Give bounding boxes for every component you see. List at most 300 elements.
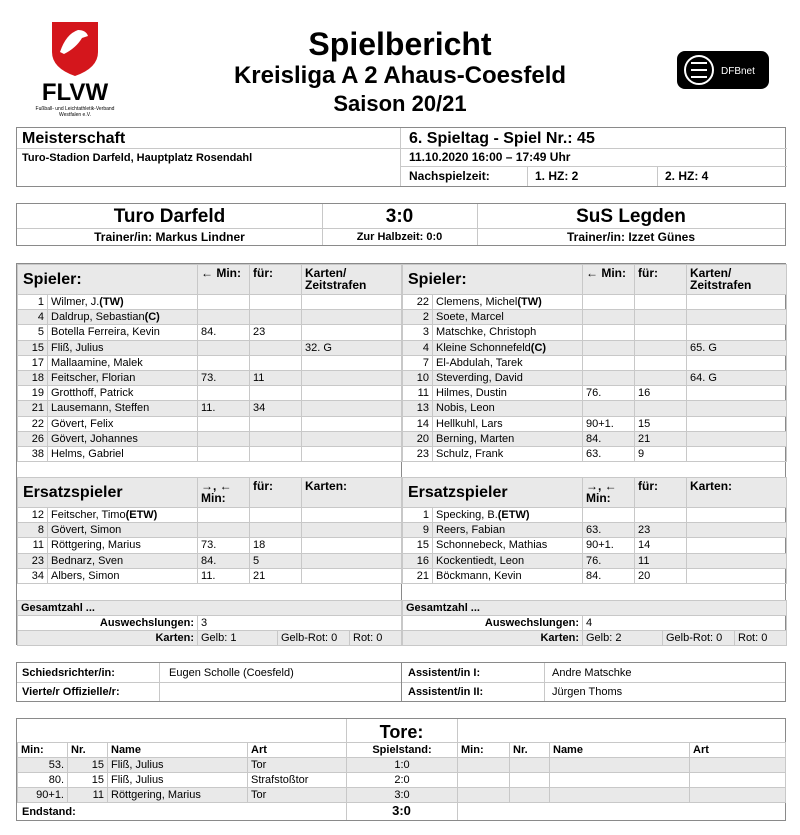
player-number: 16 <box>403 553 433 568</box>
away-subs-count: 4 <box>583 616 787 631</box>
home-subs-count: 3 <box>198 616 402 631</box>
away-subs-table <box>402 477 787 584</box>
sub-minute <box>198 386 250 401</box>
report-title: Spielbericht <box>308 26 492 62</box>
sub-for <box>635 355 687 370</box>
player-role-tag: (C) <box>144 311 160 324</box>
home-goals-table <box>17 742 458 803</box>
player-name <box>433 538 583 553</box>
player-name <box>48 523 198 538</box>
away-players-heading: Spieler: <box>403 265 583 295</box>
card-info <box>687 508 787 523</box>
card-info <box>687 523 787 538</box>
player-number: 10 <box>403 370 433 385</box>
flvw-subtitle: Fußball- und Leichtathletik-Verband Westfalen e.V. <box>35 106 115 118</box>
player-name-text: Specking, B. <box>436 509 498 522</box>
player-name <box>433 568 583 583</box>
final-score: 3:0 <box>385 206 414 227</box>
player-row <box>18 431 402 446</box>
sub-for <box>635 401 687 416</box>
player-name-text: Grotthoff, Patrick <box>51 387 134 400</box>
sub-for: 21 <box>635 431 687 446</box>
sub-minute <box>198 416 250 431</box>
home-cards-header: Karten/ Zeitstrafen <box>302 265 402 295</box>
empty-cell <box>690 788 786 803</box>
player-name-text: Bednarz, Sven <box>51 554 124 567</box>
player-name <box>48 416 198 431</box>
final-score-value: 3:0 <box>392 803 411 818</box>
player-name <box>48 553 198 568</box>
goal-number: 15 <box>68 758 108 773</box>
player-name <box>48 508 198 523</box>
card-info <box>687 416 787 431</box>
home-subs-count-label: Auswechslungen: <box>18 616 198 631</box>
away-goal-row <box>458 788 786 803</box>
player-row <box>18 446 402 461</box>
referee-name: Eugen Scholle (Coesfeld) <box>169 667 294 679</box>
player-number: 1 <box>403 508 433 523</box>
goal-type: Tor <box>248 758 347 773</box>
empty-cell <box>690 758 786 773</box>
home-team: Turo Darfeld <box>113 206 226 227</box>
card-info <box>302 446 402 461</box>
officials-box <box>16 662 786 702</box>
card-info <box>302 310 402 325</box>
sub-minute <box>583 370 635 385</box>
empty-cell <box>510 758 550 773</box>
player-number: 8 <box>18 523 48 538</box>
goal-row <box>18 788 458 803</box>
halftime-score: Zur Halbzeit: 0:0 <box>356 231 443 243</box>
card-info <box>687 553 787 568</box>
away-totals-table <box>402 600 787 646</box>
sub-for: 11 <box>250 370 302 385</box>
player-number: 34 <box>18 568 48 583</box>
sub-minute: 76. <box>583 553 635 568</box>
player-number: 7 <box>403 355 433 370</box>
dfbnet-logo <box>677 51 769 89</box>
sub-for <box>635 295 687 310</box>
player-row <box>18 386 402 401</box>
sub-minute <box>583 325 635 340</box>
sub-for <box>250 431 302 446</box>
goal-score-header: Spielstand: <box>347 743 458 758</box>
card-info: 65. G <box>687 340 787 355</box>
home-players-heading: Spieler: <box>18 265 198 295</box>
home-for-header: für: <box>250 265 302 295</box>
player-name <box>433 325 583 340</box>
player-name-text: Matschke, Christoph <box>436 326 537 339</box>
card-info <box>687 386 787 401</box>
sub-for: 21 <box>250 568 302 583</box>
player-row <box>403 431 787 446</box>
card-info: 32. G <box>302 340 402 355</box>
home-cards-header: Karten: <box>302 478 402 508</box>
fourth-official-label: Vierte/r Offizielle/r: <box>22 686 120 698</box>
goal-scorer: Fliß, Julius <box>108 758 248 773</box>
sub-for: 15 <box>635 416 687 431</box>
player-row <box>403 538 787 553</box>
card-info: 64. G <box>687 370 787 385</box>
player-name-text: Schonnebeck, Mathias <box>436 539 548 552</box>
player-row <box>18 310 402 325</box>
sub-minute <box>198 310 250 325</box>
sub-for <box>250 523 302 538</box>
sub-minute <box>583 355 635 370</box>
card-info <box>687 538 787 553</box>
player-name-text: Gövert, Simon <box>51 524 122 537</box>
player-number: 9 <box>403 523 433 538</box>
sub-for <box>250 295 302 310</box>
home-yellow-count: Gelb: 1 <box>198 631 278 646</box>
empty-cell <box>550 788 690 803</box>
sub-minute: 11. <box>198 568 250 583</box>
player-name <box>48 370 198 385</box>
match-datetime: 11.10.2020 16:00 – 17:49 Uhr <box>409 150 571 164</box>
home-subs-heading: Ersatzspieler <box>18 478 198 508</box>
empty-cell <box>458 758 510 773</box>
home-coach: Trainer/in: Markus Lindner <box>94 230 245 244</box>
player-number: 11 <box>18 538 48 553</box>
goal-minute: 90+1. <box>18 788 68 803</box>
card-info <box>687 431 787 446</box>
player-name <box>48 401 198 416</box>
player-name-text: Clemens, Michel <box>436 296 518 309</box>
player-name-text: Wilmer, J. <box>51 296 100 309</box>
goal-minute: 80. <box>18 773 68 788</box>
player-number: 38 <box>18 446 48 461</box>
player-number: 4 <box>18 310 48 325</box>
competition: Meisterschaft <box>22 130 126 147</box>
player-row <box>18 370 402 385</box>
player-name <box>48 325 198 340</box>
sub-for <box>635 508 687 523</box>
player-number: 26 <box>18 431 48 446</box>
player-number: 2 <box>403 310 433 325</box>
player-role-tag: (TW) <box>517 296 542 309</box>
sub-for: 11 <box>635 553 687 568</box>
player-name <box>433 340 583 355</box>
sub-minute <box>583 340 635 355</box>
player-row <box>403 325 787 340</box>
goal-no-header: Nr. <box>68 743 108 758</box>
card-info <box>687 310 787 325</box>
sub-minute <box>198 355 250 370</box>
player-name-text: Daldrup, Sebastian <box>51 311 145 324</box>
away-goal-min-header: Min: <box>458 743 510 758</box>
player-name-text: Feitscher, Timo <box>51 509 126 522</box>
sub-minute <box>583 310 635 325</box>
player-name <box>48 446 198 461</box>
player-name <box>48 295 198 310</box>
stoppage-label: Nachspielzeit: <box>409 169 490 183</box>
goal-minute: 53. <box>18 758 68 773</box>
player-row <box>403 340 787 355</box>
league-name: Kreisliga A 2 Ahaus-Coesfeld <box>233 62 567 89</box>
sub-for <box>250 386 302 401</box>
sub-minute <box>583 295 635 310</box>
player-name-text: Feitscher, Florian <box>51 372 136 385</box>
player-name <box>433 370 583 385</box>
card-info <box>687 446 787 461</box>
card-info <box>302 325 402 340</box>
goals-title: Tore: <box>379 722 424 742</box>
player-name <box>433 386 583 401</box>
assistant2-name: Jürgen Thoms <box>552 686 623 698</box>
player-number: 17 <box>18 355 48 370</box>
sub-minute: 73. <box>198 370 250 385</box>
player-name-text: Hellkuhl, Lars <box>436 417 503 430</box>
flvw-logo <box>30 18 120 126</box>
player-number: 11 <box>403 386 433 401</box>
player-name <box>48 340 198 355</box>
empty-cell <box>510 788 550 803</box>
away-yellow-count: Gelb: 2 <box>583 631 663 646</box>
sub-for: 34 <box>250 401 302 416</box>
player-number: 5 <box>18 325 48 340</box>
sub-minute: 73. <box>198 538 250 553</box>
player-role-tag: (ETW) <box>125 509 158 522</box>
sub-for: 14 <box>635 538 687 553</box>
sub-minute <box>583 508 635 523</box>
home-min-header: →, ← Min: <box>198 478 250 508</box>
player-number: 12 <box>18 508 48 523</box>
away-cards-header: Karten: <box>687 478 787 508</box>
sub-for: 18 <box>250 538 302 553</box>
home-cards-total-label: Karten: <box>18 631 198 646</box>
card-info <box>302 553 402 568</box>
player-name <box>48 310 198 325</box>
referee-label: Schiedsrichter/in: <box>22 667 115 679</box>
home-players-table <box>17 264 402 462</box>
away-min-header: →, ← Min: <box>583 478 635 508</box>
player-name <box>433 446 583 461</box>
sub-minute <box>198 446 250 461</box>
sub-for: 20 <box>635 568 687 583</box>
player-row <box>403 446 787 461</box>
player-name-text: Helms, Gabriel <box>51 447 124 460</box>
player-name-text: Böckmann, Kevin <box>436 569 522 582</box>
player-name-text: Fliß, Julius <box>51 341 104 354</box>
sub-minute <box>198 295 250 310</box>
player-name-text: Mallaamine, Malek <box>51 356 143 369</box>
player-row <box>403 508 787 523</box>
player-number: 1 <box>18 295 48 310</box>
away-total-label: Gesamtzahl ... <box>403 601 787 616</box>
sub-for: 23 <box>250 325 302 340</box>
dfbnet-text: DFBnet <box>721 66 755 77</box>
goal-min-header: Min: <box>18 743 68 758</box>
sub-for <box>635 370 687 385</box>
player-number: 19 <box>18 386 48 401</box>
goal-row <box>18 773 458 788</box>
player-name-text: Gövert, Felix <box>51 417 114 430</box>
sub-for <box>250 310 302 325</box>
sub-minute: 90+1. <box>583 416 635 431</box>
sub-minute: 63. <box>583 523 635 538</box>
player-name-text: El-Abdulah, Tarek <box>436 356 523 369</box>
player-row <box>403 370 787 385</box>
away-players-table <box>402 264 787 462</box>
player-name <box>433 310 583 325</box>
player-number: 18 <box>18 370 48 385</box>
away-goal-row <box>458 758 786 773</box>
lineups-box <box>16 263 786 645</box>
player-name <box>433 355 583 370</box>
goal-row <box>18 758 458 773</box>
player-role-tag: (TW) <box>99 296 124 309</box>
sub-minute <box>198 431 250 446</box>
sub-for: 5 <box>250 553 302 568</box>
player-name <box>433 401 583 416</box>
away-cards-header: Karten/ Zeitstrafen <box>687 265 787 295</box>
player-name <box>433 523 583 538</box>
player-name-text: Hilmes, Dustin <box>436 387 507 400</box>
away-goal-no-header: Nr. <box>510 743 550 758</box>
sub-minute: 84. <box>198 325 250 340</box>
sub-for <box>635 340 687 355</box>
empty-cell <box>458 773 510 788</box>
assistant2-label: Assistent/in II: <box>408 686 484 698</box>
goal-type: Tor <box>248 788 347 803</box>
player-number: 22 <box>18 416 48 431</box>
sub-for <box>250 355 302 370</box>
empty-cell <box>690 773 786 788</box>
empty-cell <box>458 788 510 803</box>
player-number: 21 <box>18 401 48 416</box>
player-number: 13 <box>403 401 433 416</box>
card-info <box>302 370 402 385</box>
goal-type-header: Art <box>248 743 347 758</box>
player-name-text: Reers, Fabian <box>436 524 506 537</box>
away-goal-name-header: Name <box>550 743 690 758</box>
player-name-text: Kockentiedt, Leon <box>436 554 525 567</box>
player-name <box>48 386 198 401</box>
away-subs-heading: Ersatzspieler <box>403 478 583 508</box>
stoppage-h2: 2. HZ: 4 <box>665 169 709 183</box>
player-name-text: Gövert, Johannes <box>51 432 138 445</box>
player-number: 4 <box>403 340 433 355</box>
player-row <box>403 310 787 325</box>
player-row <box>18 523 402 538</box>
card-info <box>687 568 787 583</box>
sub-for <box>250 508 302 523</box>
sub-minute: 76. <box>583 386 635 401</box>
away-cards-total-label: Karten: <box>403 631 583 646</box>
player-name-text: Albers, Simon <box>51 569 120 582</box>
away-for-header: für: <box>635 478 687 508</box>
card-info <box>687 355 787 370</box>
home-min-header: ← Min: <box>198 265 250 295</box>
player-row <box>18 401 402 416</box>
home-yellowred-count: Gelb-Rot: 0 <box>278 631 350 646</box>
player-name <box>48 538 198 553</box>
player-row <box>18 416 402 431</box>
sub-minute: 63. <box>583 446 635 461</box>
player-name-text: Lausemann, Steffen <box>51 402 150 415</box>
away-team: SuS Legden <box>576 206 686 227</box>
sub-minute <box>198 523 250 538</box>
away-goals-table <box>457 742 786 803</box>
goal-scorer: Röttgering, Marius <box>108 788 248 803</box>
empty-cell <box>550 758 690 773</box>
player-name <box>48 355 198 370</box>
goal-score: 1:0 <box>347 758 458 773</box>
player-name <box>433 431 583 446</box>
final-score-label: Endstand: <box>22 806 76 818</box>
card-info <box>302 538 402 553</box>
player-name-text: Kleine Schonnefeld <box>436 341 531 354</box>
home-for-header: für: <box>250 478 302 508</box>
away-red-count: Rot: 0 <box>735 631 787 646</box>
sub-for: 9 <box>635 446 687 461</box>
player-number: 3 <box>403 325 433 340</box>
empty-cell <box>510 773 550 788</box>
card-info <box>302 355 402 370</box>
player-name-text: Schulz, Frank <box>436 447 504 460</box>
sub-minute: 84. <box>583 568 635 583</box>
sub-for <box>635 310 687 325</box>
score-box <box>16 203 786 246</box>
goal-number: 15 <box>68 773 108 788</box>
matchday: 6. Spieltag - Spiel Nr.: 45 <box>409 130 595 147</box>
player-number: 14 <box>403 416 433 431</box>
card-info <box>302 523 402 538</box>
goal-score: 3:0 <box>347 788 458 803</box>
goal-scorer: Fliß, Julius <box>108 773 248 788</box>
card-info <box>302 568 402 583</box>
player-name <box>433 553 583 568</box>
player-row <box>403 523 787 538</box>
player-row <box>18 295 402 310</box>
player-row <box>18 568 402 583</box>
goal-score: 2:0 <box>347 773 458 788</box>
player-name <box>433 295 583 310</box>
card-info <box>302 416 402 431</box>
goals-box <box>16 718 786 821</box>
player-row <box>18 340 402 355</box>
empty-cell <box>550 773 690 788</box>
player-row <box>18 355 402 370</box>
player-name <box>48 568 198 583</box>
away-coach: Trainer/in: Izzet Günes <box>566 230 696 244</box>
player-row <box>403 401 787 416</box>
sub-minute <box>198 340 250 355</box>
goal-type: Strafstoßtor <box>248 773 347 788</box>
card-info <box>687 295 787 310</box>
sub-minute <box>583 401 635 416</box>
away-for-header: für: <box>635 265 687 295</box>
venue: Turo-Stadion Darfeld, Hauptplatz Rosendahl <box>22 152 253 164</box>
player-role-tag: (ETW) <box>497 509 530 522</box>
sub-for: 23 <box>635 523 687 538</box>
player-row <box>403 355 787 370</box>
player-number: 23 <box>18 553 48 568</box>
card-info <box>302 508 402 523</box>
goal-name-header: Name <box>108 743 248 758</box>
sub-for <box>250 340 302 355</box>
card-info <box>302 295 402 310</box>
home-subs-table <box>17 477 402 584</box>
sub-minute: 11. <box>198 401 250 416</box>
home-total-label: Gesamtzahl ... <box>18 601 402 616</box>
away-goal-row <box>458 773 786 788</box>
sub-for: 16 <box>635 386 687 401</box>
away-min-header: ← Min: <box>583 265 635 295</box>
stoppage-h1: 1. HZ: 2 <box>535 169 579 183</box>
player-number: 15 <box>403 538 433 553</box>
player-row <box>18 508 402 523</box>
